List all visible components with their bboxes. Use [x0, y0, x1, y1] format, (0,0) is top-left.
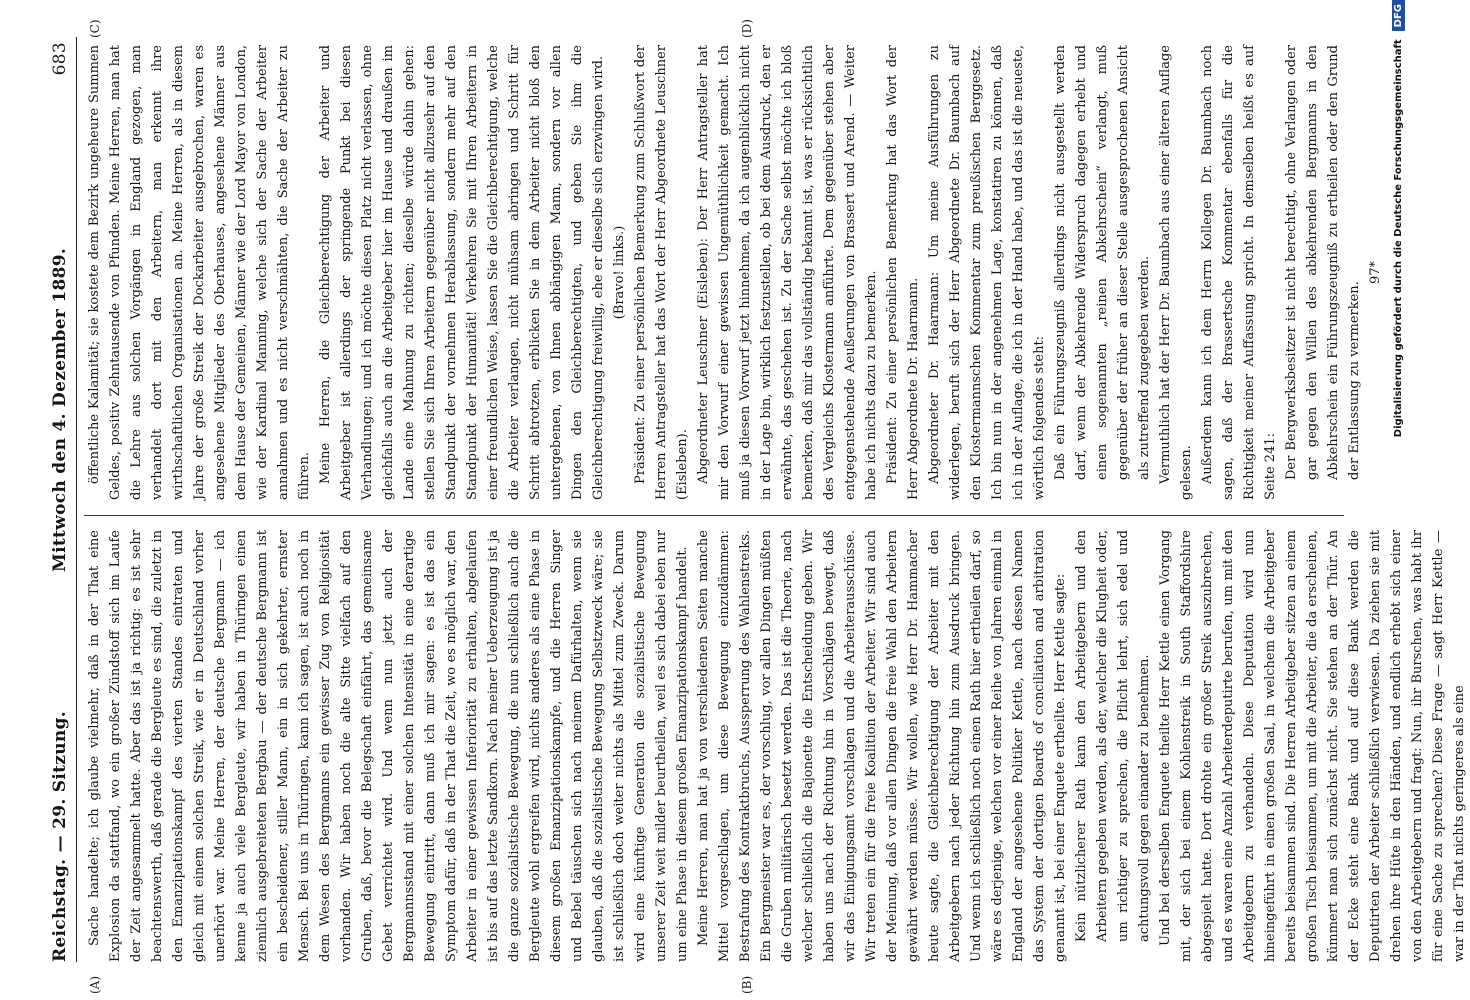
margin-marker-d: (D)	[740, 19, 754, 38]
dfg-logo: DFG	[1392, 0, 1405, 31]
quote-paragraph: Kein nützlicherer Rath kann den Arbeitgebern und den Arbeitern gegeben werden, als der, welcher die Klugheit oder, um richtiger zu sprechen, die Pflicht lehrt, sich edel und achtungsvoll gegen einander zu benehmen.	[1074, 530, 1152, 942]
quote-paragraph: Daß ein Führungszeugniß allerdings nicht ausgestellt werden darf, wenn der Abkehrende Widerspruch dagegen erhebt und einen sogenannten „reinen Abkehrschein“ verlangt, muß gegenüber der früher an dieser Stelle ausgesprochenen Ansicht als zutreffend zugegeben werden.	[1053, 45, 1152, 480]
text-column-right	[84, 45, 1383, 500]
margin-marker-c: (C)	[88, 19, 102, 38]
signature-mark: 97*	[1368, 260, 1383, 285]
page-number: 683	[50, 42, 70, 76]
paragraph: Präsident: Zu einer persönlichen Bemerkung hat das Wort der Herr Abgeordnete Dr. Haarmann.	[885, 45, 921, 500]
page-header	[48, 32, 76, 962]
paragraph: Abgeordneter Dr. Haarmann: Um meine Ausführungen zu widerlegen, beruft sich der Herr Abgeordnete Dr. Baumbach auf den Klostermannschen Kommentar zum preußischen Berggesetz. Ich bin nun in der angenehmen Lage, konstatiren zu können, daß ich in der Auflage, die ich in der Hand habe, und das ist die neueste, wörtlich folgendes steht:	[927, 45, 1047, 500]
paragraph: Außerdem kann ich dem Herrn Kollegen Dr. Baumbach noch sagen, daß der Brassertsche Kommentar ebenfalls für die Richtigkeit meiner Auffassung spricht. In demselben heißt es auf Seite 241:	[1200, 45, 1278, 500]
paragraph: Präsident: Zu einer persönlichen Bemerkung zum Schlußwort der Herren Antragsteller hat das Wort der Herr Abgeordnete Leuschner (Eisleben).	[633, 45, 690, 500]
quote-paragraph: Der Bergwerksbesitzer ist nicht berechtigt, ohne Verlangen oder gar gegen den Willen des abkehrenden Bergmanns in den Abkehrschein ein Führungszeugniß zu ertheilen oder den Grund der Entlassung zu vermerken.	[1284, 45, 1362, 480]
paragraph: Abgeordneter Leuschner (Eisleben): Der Herr Antragsteller hat mir den Vorwurf einer gewissen Ungemüthlichkeit gemacht. Ich muß ja diesen Vorwurf jetzt hinnehmen, da ich augenblicklich nicht in der Lage bin, wirklich festzustellen, ob bei dem Ausdruck, den er erwähnte, das geschehen ist. Zu der Sache selbst möchte ich bloß bemerken, daß mir das vollständig bekannt ist, was er rücksichtlich des Vergleichs Klostermann anführte. Dem gegenüber stehen aber entgegenstehende Aeußerungen von Brassert und Arend. — Weiter habe ich nichts dazu zu bemerken.	[696, 45, 879, 500]
header-title: Reichstag. — 29. Sitzung.	[50, 711, 70, 962]
paragraph: Vermuthlich hat der Herr Dr. Baumbach aus einer älteren Auflage gelesen.	[1158, 45, 1194, 500]
column-rule	[84, 515, 1344, 516]
header-date: Mittwoch den 4. Dezember 1889.	[50, 247, 70, 572]
paragraph: Und bei derselben Enquete theilte Herr Kettle einen Vorgang mit, der sich bei einem Kohlenstreik in South Staffordshire abgespielt hatte. Dort drohte ein großer Streik auszubrechen, und es waren eine Anzahl Arbeiterdeputirte berufen, um mit den Arbeitgebern zu verhandeln. Diese Deputation wird nun hineingeführt in einen großen Saal, in welchem die Arbeitgeber bereits beisammen sind. Die Herren Arbeitgeber sitzen an einem großen Tisch beisammen, um mit die Arbeiter, die da erscheinen, kümmert man sich zunächst nicht. Sie stehen an der Thür. An der Ecke steht eine Bank und auf diese Bank werden die Deputirten der Arbeiter schließlich verwiesen. Da ziehen sie mit drehen ihre Hüte in den Händen, und endlich erhebt sich einer von den Arbeitgebern und fragt: Nun, ihr Burschen, was habt ihr für eine Sache zu sprechen? Diese Frage — sagt Herr Kettle — war in der That nichts geringeres als eine	[1158, 530, 1467, 962]
paragraph: Meine Herren, man hat ja von verschiedenen Seiten manche Mittel vorgeschlagen, um diese Bewegung einzudämmen: Bestrafung des Kontraktbruchs, Aussperrung des Wahlenstreiks. Ein Bergmeister war es, der vorschlug, vor allen Dingen müßten die Gruben militärisch besetzt werden. Das ist die Theorie, nach welcher schließlich die Bajonette die Entscheidung geben. Wir haben uns nach der Richtung hin in Vorschlägen bewegt, daß wir das Einigungsamt vorschlagen und die Arbeiterausschüsse. Wir treten ein für die freie Koalition der Arbeiter. Wir sind auch der Meinung, daß vor allen Dingen die freie Wahl den Arbeitern gewährt werden müsse. Wir wollen, wie Herr Dr. Hammacher heute sagte, die Gleichberechtigung der Arbeiter mit den Arbeitgebern nach jeder Richtung hin zum Ausdruck bringen. Und wenn ich schließlich noch einen Rath hier ertheilen darf, so wäre es derjenige, welchen vor einer Reihe von Jahren einmal in England der angesehene Politiker Kettle, nach dessen Namen das System der dortigen Boards of conciliation and arbitration genannt ist, bei einer Enquete ertheilte. Herr Kettle sagte:	[696, 530, 1068, 962]
margin-marker-b: (B)	[740, 975, 754, 994]
text-column-left	[84, 530, 1467, 962]
footer-text: Digitalisierung gefördert durch die Deutsche Forschungsgemeinschaft	[1393, 39, 1404, 438]
paragraph: Sache handelte; ich glaube vielmehr, daß in der That eine Explosion da stattfand, wo ein großer Zündstoff sich im Laufe der Zeit angesammelt hatte. Aber das ist ja richtig: es ist sehr beachtenswerth, daß gerade die Bergleute es sind, die zuletzt in den Emanzipationskampf des vierten Standes eintraten und gleich mit einem solchen Streik, wie er in Deutschland vorher unerhört war. Meine Herren, der deutsche Bergmann — ich kenne ja auch viele Bergleute, wir haben in Thüringen einen ziemlich ausgebreiteten Bergbau — der deutsche Bergmann ist ein bescheidener, stiller Mann, ein in sich gekehrter, ernster Mensch. Bei uns in Thüringen, kann ich sagen, ist auch noch in dem Wesen des Bergmanns ein gewisser Zug von Religiosität vorhanden. Wir haben noch die alte Sitte vielfach auf den Gruben, daß, bevor die Belegschaft einfährt, das gemeinsame Gebet verrichtet wird. Und wenn nun jetzt auch der Bergmannsstand mit einer solchen Intensität in eine derartige Bewegung eintritt, dann muß ich mir sagen: es ist das ein Symptom dafür, daß in der That die Zeit, wo es möglich war, den Arbeiter in einer gewissen Inferiorität zu erhalten, abgelaufen ist bis auf das letzte Sandkorn. Nach meiner Ueberzeugung ist ja die ganze sozialistische Bewegung, die nun schließlich auch die Bergleute wohl ergreifen wird, nichts anderes als eine Phase in diesem großen Emanzipationskampfe, und die Herren Singer und Bebel täuschen sich nach meinem Dafürhalten, wenn sie glauben, daß die sozialistische Bewegung Selbstzweck wäre; sie ist schließlich doch weiter nichts als Mittel zum Zweck. Darum wird eine künftige Generation die sozialistische Bewegung unserer Zeit weit milder beurtheilen, weil es sich dabei eben nur um eine Phase in diesem großen Emanzipationskampf handelt.	[87, 530, 690, 962]
paragraph: Meine Herren, die Gleichberechtigung der Arbeiter und Arbeitgeber ist allerdings der springende Punkt bei diesen Verhandlungen; und ich möchte diesen Platz nicht verlassen, ohne gleichfalls auch an die Arbeitgeber hier im Hause und draußen im Lande eine Mahnung zu richten; dieselbe würde dahin gehen: stellen Sie sich Ihren Arbeitern gegenüber nicht allzusehr auf den Standpunkt der vornehmen Herablassung, sondern mehr auf den Standpunkt der Humanität! Verkehren Sie mit Ihren Arbeitern in einer freundlichen Weise, lassen Sie die Gleichberechtigung, welche die Arbeiter verlangen, nicht mühsam abringen und Schritt für Schritt abtrotzen, erblicken Sie in dem Arbeiter nicht bloß den untergebenen, von Ihnen abhängigen Mann, sondern vor allen Dingen den Gleichberechtigten, und geben Sie ihm die Gleichberechtigung freiwillig, ehe er dieselbe sich erzwingen wird.	[318, 45, 606, 500]
margin-marker-a: (A)	[88, 975, 102, 994]
header-rule	[76, 37, 77, 962]
paragraph: öffentliche Kalamität; sie kostete dem Bezirk ungeheure Summen Geldes, positiv Zehntausende von Pfunden. Meine Herren, man hat die Lehre aus solchen Vorgängen in England gezogen, man verhandelt dort mit den Arbeitern, man erkennt ihre wirthschaftlichen Organisationen an. Meine Herren, als in diesem Jahre der große Streik der Dockarbeiter ausgebrochen, waren es angesehene Mitglieder des Oberhauses, angesehene Männer aus dem Hause der Gemeinen, Männer wie der Lord Mayor von London, wie der Kardinal Manning, welche sich der Sache der Arbeiter annahmen und es nicht verschmähten, die Sache der Arbeiter zu führen.	[87, 45, 312, 500]
applause-note: (Bravo! links.)	[612, 225, 627, 320]
digitization-footer	[1392, 0, 1424, 1000]
